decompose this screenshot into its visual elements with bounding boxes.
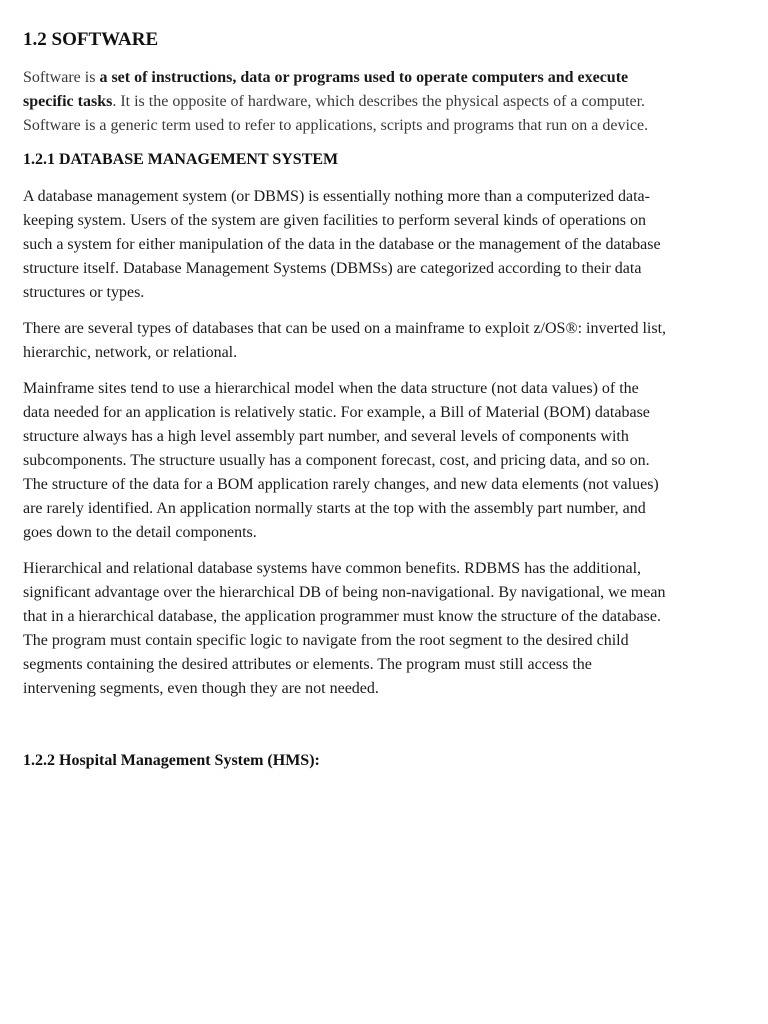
- section-heading-software: 1.2 SOFTWARE: [23, 29, 159, 50]
- dbms-paragraph-relational: Hierarchical and relational database systems have common benefits. RDBMS has the additional, significant advantage over the hierarchical DB of being non-navigational. By navigational, we mean that in a hierarchical database, the application programmer must know the structure of the database. The program must contain specific logic to navigate from the root segment to the desired child segments containing the desired attributes or elements. The program must still access the intervening segments, even though they are not needed.: [23, 559, 666, 697]
- section-spacer: [23, 713, 668, 751]
- subsection-heading-dbms: 1.2.1 DATABASE MANAGEMENT SYSTEM: [23, 150, 339, 168]
- document-page: [23, 28, 668, 785]
- dbms-paragraph-definition: A database management system (or DBMS) is essentially nothing more than a computerized data-keeping system. Users of the system are given facilities to perform several kinds of operations on such a system for either manipulation of the data in the database or the management of the database structure itself. Database Management Systems (DBMSs) are categorized according to their data structures or types.: [23, 187, 661, 301]
- dbms-paragraph-hierarchical: Mainframe sites tend to use a hierarchical model when the data structure (not data values) of the data needed for an application is relatively static. For example, a Bill of Material (BOM) database structure always has a high level assembly part number, and several levels of components with subcomponents. The structure usually has a component forecast, cost, and pricing data, and so on. The structure of the data for a BOM application rarely changes, and new data elements (not values) are rarely identified. An application normally starts at the top with the assembly part number, and goes down to the detail components.: [23, 379, 659, 541]
- intro-bold-text: a set of instructions, data or programs used to operate computers and execute specific tasks: [23, 68, 629, 110]
- intro-lead-text: Software is: [23, 68, 100, 86]
- dbms-paragraph-types: There are several types of databases that can be used on a mainframe to exploit z/OS®: inverted list, hierarchic, network, or relational.: [23, 319, 667, 361]
- intro-rest-text: . It is the opposite of hardware, which describes the physical aspects of a computer. Software is a generic term used to refer to applications, scripts and programs that run on a device.: [23, 92, 649, 134]
- subsection-heading-hms: 1.2.2 Hospital Management System (HMS):: [23, 751, 320, 769]
- software-intro-paragraph: [23, 66, 668, 138]
